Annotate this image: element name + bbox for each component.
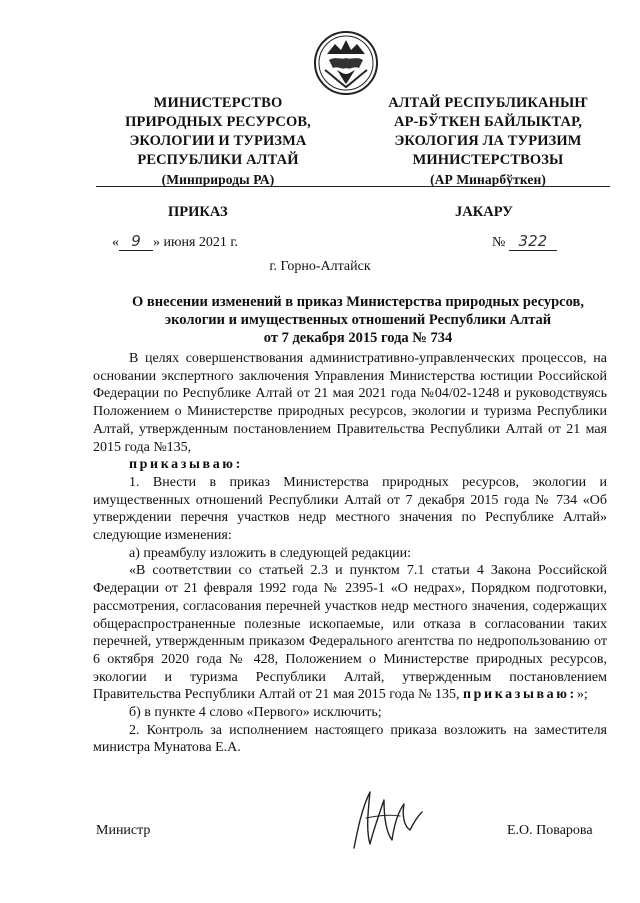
doc-type-altai: JАКАРУ	[455, 204, 513, 220]
order-word-text: приказываю:	[129, 457, 243, 473]
date-day-handwritten: 9	[119, 232, 153, 251]
date-quote-open: «	[112, 235, 119, 250]
altai-emblem-icon	[313, 30, 379, 96]
order-number	[492, 232, 557, 251]
date-month-year: » июня 2021 г.	[153, 235, 239, 250]
item-1a-paragraph: а) преамбулу изложить в следующей редакции:	[129, 545, 412, 561]
header-left-line: ПРИРОДНЫХ РЕСУРСОВ,	[125, 114, 311, 130]
handwritten-signature	[340, 778, 430, 858]
signatory-name: Е.О. Поварова	[507, 823, 593, 838]
quoted-preamble-paragraph	[93, 562, 607, 704]
ministry-header-altai	[355, 94, 621, 189]
header-divider	[96, 186, 610, 187]
number-prefix: №	[492, 235, 506, 250]
quoted-order-word: приказываю:	[462, 687, 577, 703]
document-body	[93, 350, 607, 757]
document-title	[100, 293, 616, 347]
header-right-line: МИНИСТЕРСТВОЗЫ	[412, 152, 564, 168]
header-right-abbrev: (АР Минарбўткен)	[430, 172, 546, 187]
item-2-paragraph: 2. Контроль за исполнением настоящего приказа возложить на заместителя министра Мунатова Е.А.	[93, 722, 607, 756]
quote-end: »;	[576, 687, 588, 703]
signatory-position: Министр	[96, 823, 151, 838]
doc-type-russian: ПРИКАЗ	[168, 204, 228, 220]
item-1b-paragraph: б) в пункте 4 слово «Первого» исключить;	[129, 705, 382, 721]
title-line: экологии и имущественных отношений Республики Алтай	[164, 312, 552, 328]
header-left-line: ЭКОЛОГИИ И ТУРИЗМА	[129, 133, 307, 149]
ministry-header-russian	[82, 94, 354, 189]
quoted-preamble-text: «В соответствии со статьей 2.3 и пунктом 7.1 статьи 4 Закона Российской Федерации от 21 февраля 1992 года № 2395-1 «О недрах», Порядком подготовки, рассмотрения, согласования перечней участков недр местного значения, содержащих общераспространенные полезные ископаемые, или отказа в согласовании таких перечней, утвержденным приказом Федерального агентства по недропользованию от 6 октября 2020 года № 428, Положением о Министерстве природных ресурсов, экологии и туризма Республики Алтай, утвержденным постановлением Правительства Республики Алтай от 21 мая 2015 года № 135,	[93, 563, 607, 703]
title-line: О внесении изменений в приказ Министерства природных ресурсов,	[132, 294, 584, 310]
preamble-paragraph: В целях совершенствования административно-управленческих процессов, на основании экспертного заключения Управления Министерства юстиции Российской Федерации по Республике Алтай от 21 мая 2021 года №04/02-1248 и руководствуясь Положением о Министерстве природных ресурсов, экологии и туризма Республики Алтай, утвержденным постановлением Правительства Республики Алтай от 21 мая 2015 года №135,	[93, 351, 607, 455]
title-line: от 7 декабря 2015 года № 734	[263, 330, 453, 346]
order-date	[112, 232, 238, 251]
header-left-line: МИНИСТЕРСТВО	[153, 95, 283, 111]
header-left-line: РЕСПУБЛИКИ АЛТАЙ	[137, 152, 299, 168]
order-word	[93, 456, 607, 474]
header-left-abbrev: (Минприроды РА)	[161, 172, 275, 187]
header-right-line: АР-БЎТКЕН БАЙЛЫКТАР,	[394, 114, 582, 130]
city: г. Горно-Алтайск	[269, 259, 371, 274]
header-right-line: ЭКОЛОГИЯ ЛА ТУРИЗИМ	[394, 133, 582, 149]
header-right-line: АЛТАЙ РЕСПУБЛИКАНЫҤ	[388, 95, 588, 111]
number-handwritten: 322	[509, 232, 557, 251]
item-1-paragraph: 1. Внести в приказ Министерства природных ресурсов, экологии и имущественных отношений Республики Алтай от 7 декабря 2015 года № 734 «Об утверждении перечня участков недр местного значения по Республике Алтай» следующие изменения:	[93, 474, 607, 544]
